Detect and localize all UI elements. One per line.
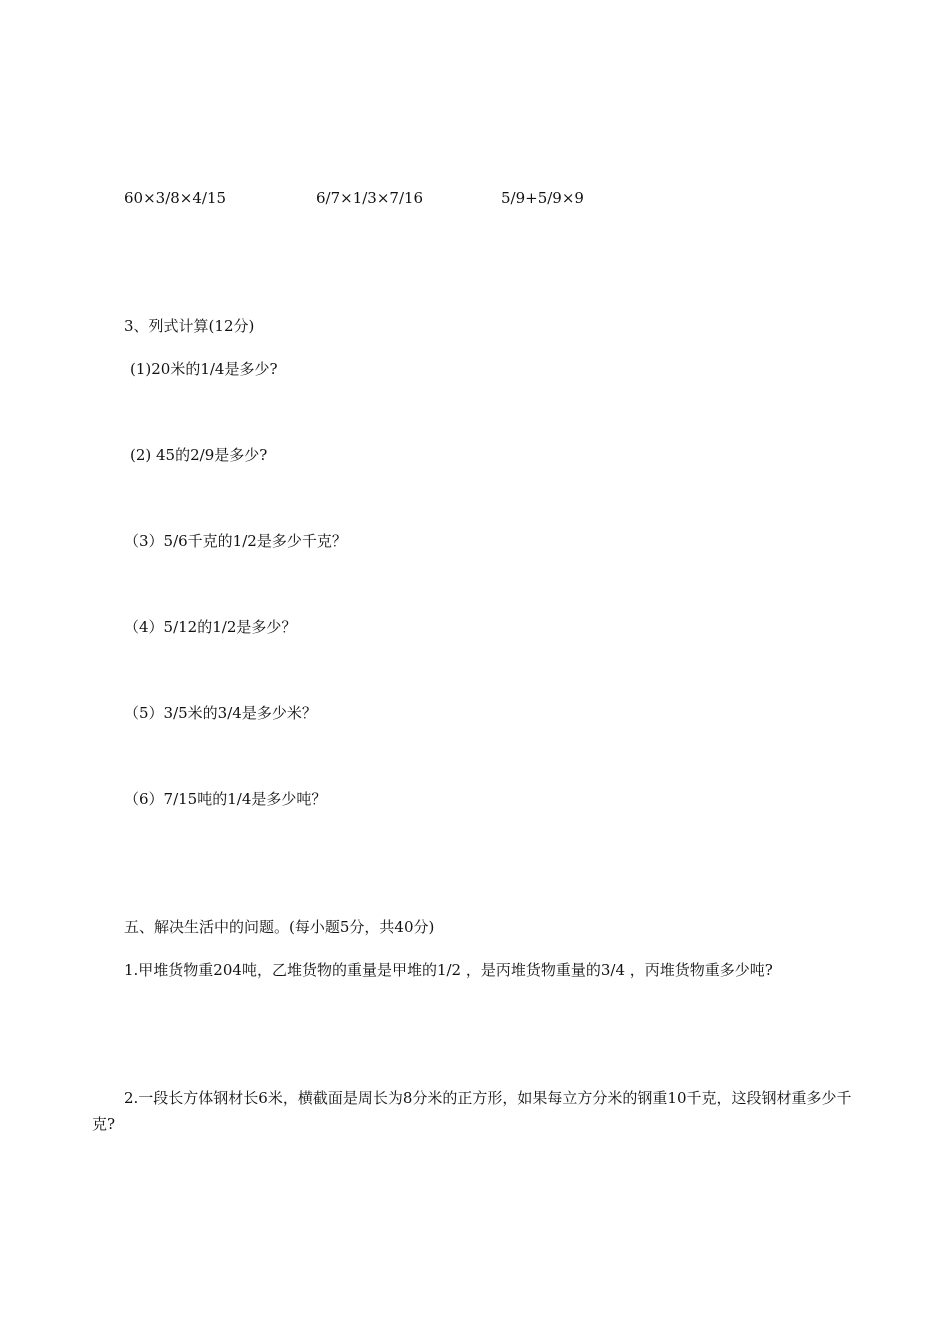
word-problem-1: 1.甲堆货物重204吨，乙堆货物的重量是甲堆的1/2 ，是丙堆货物重量的3/4 ，丙堆货物重多少吨? bbox=[124, 961, 773, 979]
word-problem-2: 2.一段长方体钢材长6米，横截面是周长为8分米的正方形，如果每立方分米的钢重10千克，这段钢材重多少千克? bbox=[92, 1089, 852, 1133]
question-item-5: （5）3/5米的3/4是多少米？ bbox=[124, 704, 317, 722]
section-5-heading: 五、解决生活中的问题。(每小题5分，共40分) bbox=[124, 918, 435, 936]
calc-expression-2: 6/7×1/3×7/16 bbox=[316, 189, 424, 207]
section-3-heading: 3、列式计算(12分) bbox=[124, 317, 255, 335]
question-item-1: (1)20米的1/4是多少? bbox=[130, 360, 278, 378]
calc-expression-3: 5/9+5/9×9 bbox=[501, 189, 584, 207]
question-item-4: （4）5/12的1/2是多少？ bbox=[124, 618, 297, 636]
calc-expression-1: 60×3/8×4/15 bbox=[124, 189, 227, 207]
question-item-6: （6）7/15吨的1/4是多少吨？ bbox=[124, 790, 327, 808]
question-item-2: (2) 45的2/9是多少? bbox=[130, 446, 268, 464]
question-item-3: （3）5/6千克的1/2是多少千克？ bbox=[124, 532, 347, 550]
